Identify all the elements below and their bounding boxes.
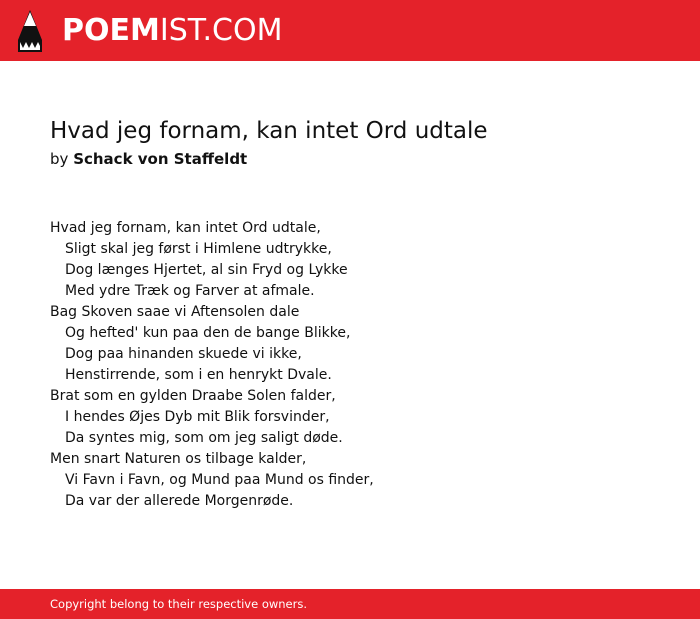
pencil-icon[interactable]	[18, 10, 42, 52]
logo-light-text: IST.COM	[159, 13, 283, 48]
poem-title: Hvad jeg fornam, kan intet Ord udtale	[50, 118, 488, 144]
poem-line: Med ydre Træk og Farver at afmale.	[65, 283, 315, 299]
copyright-text: Copyright belong to their respective owners.	[50, 597, 308, 611]
byline	[50, 148, 247, 170]
poem-line: Brat som en gylden Draabe Solen falder,	[50, 388, 336, 404]
site-logo[interactable]	[62, 12, 282, 50]
poem-line: Sligt skal jeg først i Himlene udtrykke,	[65, 241, 332, 257]
poem-line: I hendes Øjes Dyb mit Blik forsvinder,	[65, 409, 330, 425]
poem-line: Vi Favn i Favn, og Mund paa Mund os finder,	[65, 472, 374, 488]
poem-body	[50, 218, 374, 512]
poem-line: Dog paa hinanden skuede vi ikke,	[65, 346, 302, 362]
author-name: Schack von Staffeldt	[73, 150, 248, 168]
site-footer	[0, 589, 700, 619]
poem-line: Hvad jeg fornam, kan intet Ord udtale,	[50, 220, 321, 236]
poem-line: Dog længes Hjertet, al sin Fryd og Lykke	[65, 262, 348, 278]
poem-line: Og hefted' kun paa den de bange Blikke,	[65, 325, 351, 341]
logo-bold-text: POEM	[62, 13, 160, 48]
poem-line: Da syntes mig, som om jeg saligt døde.	[65, 430, 343, 446]
poem-line: Men snart Naturen os tilbage kalder,	[50, 451, 307, 467]
poem-line: Da var der allerede Morgenrøde.	[65, 493, 294, 509]
site-header	[0, 0, 700, 61]
poem-line: Bag Skoven saae vi Aftensolen dale	[50, 304, 300, 320]
poem-line: Henstirrende, som i en henrykt Dvale.	[65, 367, 332, 383]
by-label: by	[50, 150, 69, 168]
